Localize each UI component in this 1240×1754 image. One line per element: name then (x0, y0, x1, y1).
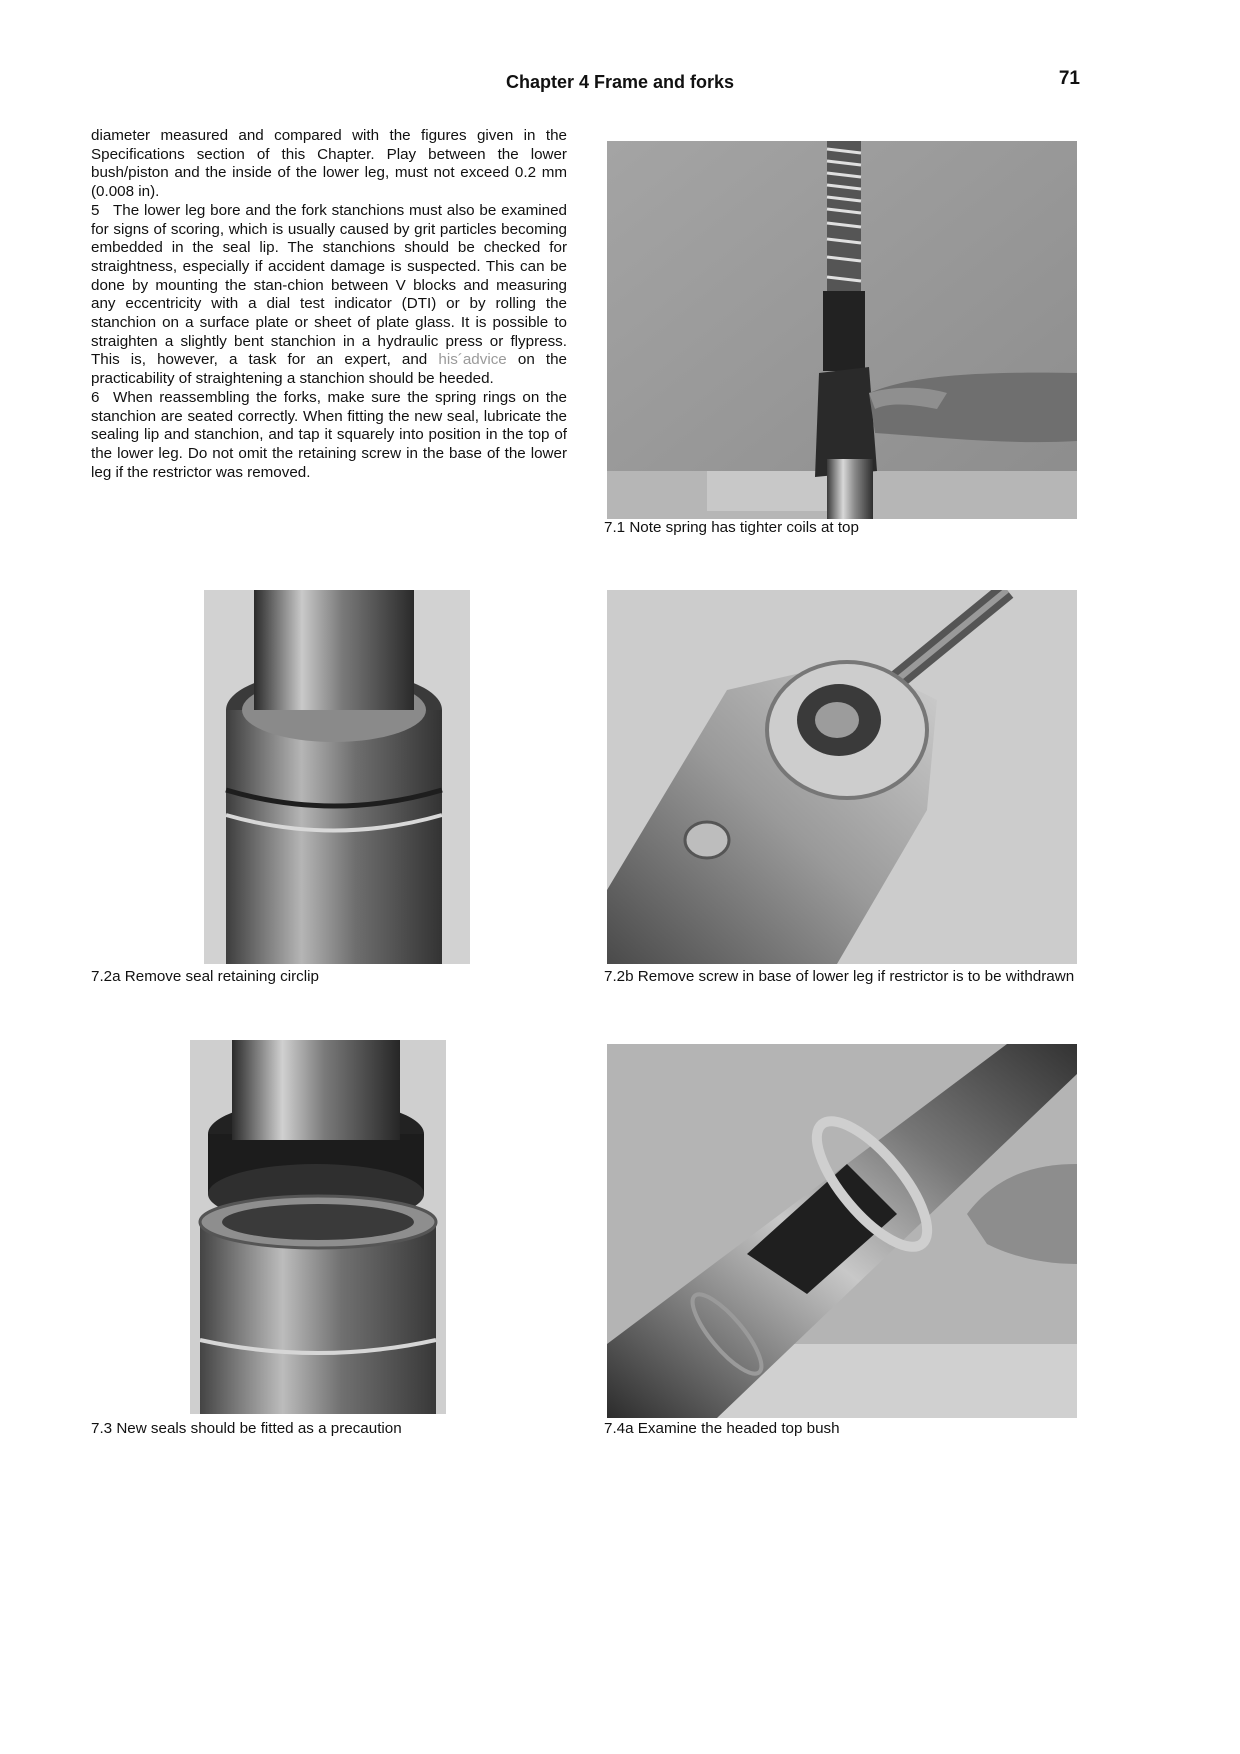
lower-leg-photo-image (607, 590, 1077, 964)
seal-circlip-photo-image (204, 590, 470, 964)
body-text (91, 127, 567, 482)
page-number: 71 (1058, 68, 1080, 89)
figure-caption: 7.3 New seals should be fitted as a precaution (91, 1420, 402, 1437)
paragraph-intro (91, 127, 567, 202)
faded-text: his´advice (438, 351, 507, 369)
new-seal-photo (190, 1040, 446, 1414)
figure-caption: 7.4a Examine the headed top bush (604, 1420, 840, 1437)
new-seal-photo-image (190, 1040, 446, 1414)
paragraph-5-text-a: The lower leg bore and the fork stanchions must also be examined for signs of scoring, which is usually caused by grit particles becoming embedded in the seal lip. The stanchions should be checked for straightness, especially if accident damage is suspected. This can be done by mounting the stan-chion between V blocks and measuring any eccentricity with a dial test indicator (DTI) or by rolling the stanchion on a surface plate or sheet of plate glass. It is possible to straighten a slightly bent stanchion in a hydraulic press or flypress. This is, however, a task for an expert, and (91, 201, 567, 369)
paragraph-5 (91, 202, 567, 389)
lower-leg-photo (607, 590, 1077, 964)
paragraph-5-text-b: on the practicability of straightening a stanchion should be heeded. (91, 351, 567, 388)
chapter-title: Chapter 4 Frame and forks (505, 72, 735, 92)
paragraph-number: 5 (91, 201, 100, 219)
figure-caption: 7.2a Remove seal retaining circlip (91, 968, 319, 985)
paragraph-6-text: When reassembling the forks, make sure the spring rings on the stanchion are seated correctly. When fitting the new seal, lubricate the sealing lip and stanchion, and tap it squarely into position in the top of the lower leg. Do not omit the retaining screw in the base of the lower leg if the restrictor was removed. (91, 388, 567, 481)
paragraph-number: 6 (91, 388, 100, 406)
fork-spring-photo (607, 141, 1077, 519)
fork-spring-photo-image (607, 141, 1077, 519)
figure-caption: 7.1 Note spring has tighter coils at top (604, 519, 859, 536)
paragraph-6 (91, 389, 567, 483)
seal-circlip-photo (204, 590, 470, 964)
top-bush-photo (607, 1044, 1077, 1418)
top-bush-photo-image (607, 1044, 1077, 1418)
figure-caption: 7.2b Remove screw in base of lower leg if restrictor is to be withdrawn (604, 968, 1075, 985)
paragraph-intro-text: diameter measured and compared with the figures given in the Specifications section of this Chapter. Play between the lower bush/piston and the inside of the lower leg, must not exceed 0.2 mm (0.008 in). (91, 127, 567, 201)
